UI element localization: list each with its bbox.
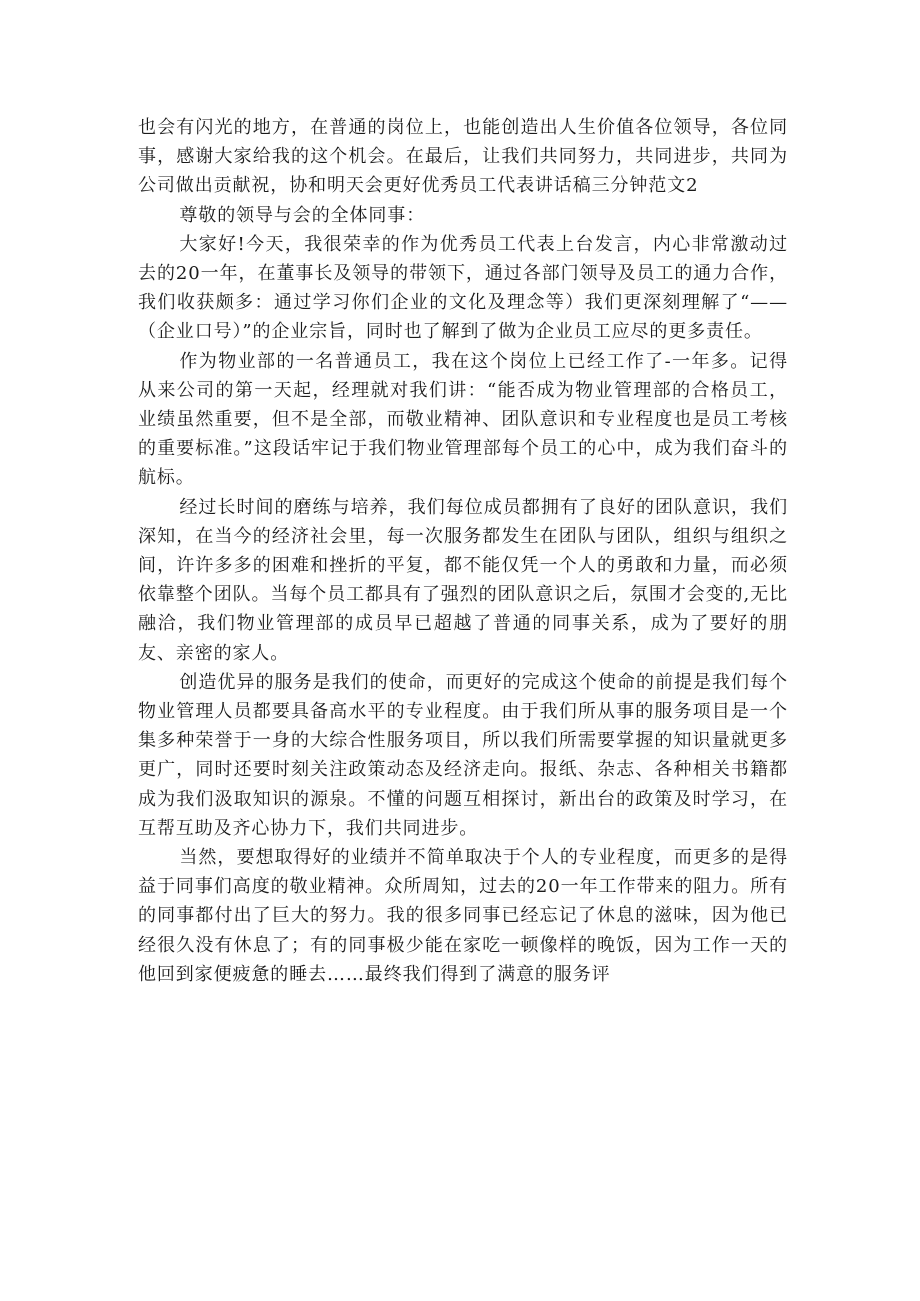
paragraph-salutation: 尊敬的领导与会的全体同事： [179,204,426,226]
paragraph-teamwork: 经过长时间的磨练与培养，我们每位成员都拥有了良好的团队意识，我们深知，在当今的经济社会里，每一次服务都发生在团队与团队，组织与组织之间，许许多多的困难和挫折的平复，都不能仅凭一个人的勇敢和力量，而必须依靠整个团队。当每个员工都具有了强烈的团队意识之后，氛围才会变的,无比融洽，我们物业管理部的成员早已超越了普通的同事关系，成为了要好的朋友、亲密的家人。 [138,496,788,664]
document-page [138,113,788,989]
paragraph-greeting: 大家好!今天，我很荣幸的作为优秀员工代表上台发言，内心非常激动过去的20一年，在董事长及领导的带领下，通过各部门领导及员工的通力合作，我们收获颇多：通过学习你们企业的文化及理念等）我们更深刻理解了“——（企业口号）”的企业宗旨，同时也了解到了做为企业员工应尽的更多责任。 [138,233,788,343]
paragraph-role: 作为物业部的一名普通员工，我在这个岗位上已经工作了-一年多。记得从来公司的第一天起，经理就对我们讲：“能否成为物业管理部的合格员工，业绩虽然重要，但不是全部，而敬业精神、团队意识和专业程度也是员工考核的重要标准。”这段话牢记于我们物业管理部每个员工的心中，成为我们奋斗的航标。 [138,350,788,489]
paragraph-dedication: 当然，要想取得好的业绩并不简单取决于个人的专业程度，而更多的是得益于同事们高度的敬业精神。众所周知，过去的20一年工作带来的阻力。所有的同事都付出了巨大的努力。我的很多同事已经忘记了休息的滋味，因为他已经很久没有休息了；有的同事极少能在家吃一顿像样的晚饭，因为工作一天的他回到家便疲惫的睡去……最终我们得到了满意的服务评 [138,847,788,985]
paragraph-service: 创造优异的服务是我们的使命，而更好的完成这个使命的前提是我们每个物业管理人员都要具备高水平的专业程度。由于我们所从事的服务项目是一个集多种荣誉于一身的大综合性服务项目，所以我们所需要掌握的知识量就更多更广，同时还要时刻关注政策动态及经济走向。报纸、杂志、各种相关书籍都成为我们汲取知识的源泉。不懂的问题互相探讨，新出台的政策及时学习，在互帮互助及齐心协力下，我们共同进步。 [138,671,788,839]
paragraph-continuation: 也会有闪光的地方，在普通的岗位上，也能创造出人生价值各位领导，各位同事，感谢大家给我的这个机会。在最后，让我们共同努力，共同进步，共同为公司做出贡献祝，协和明天会更好优秀员工代表讲话稿三分钟范文2 [138,117,788,197]
